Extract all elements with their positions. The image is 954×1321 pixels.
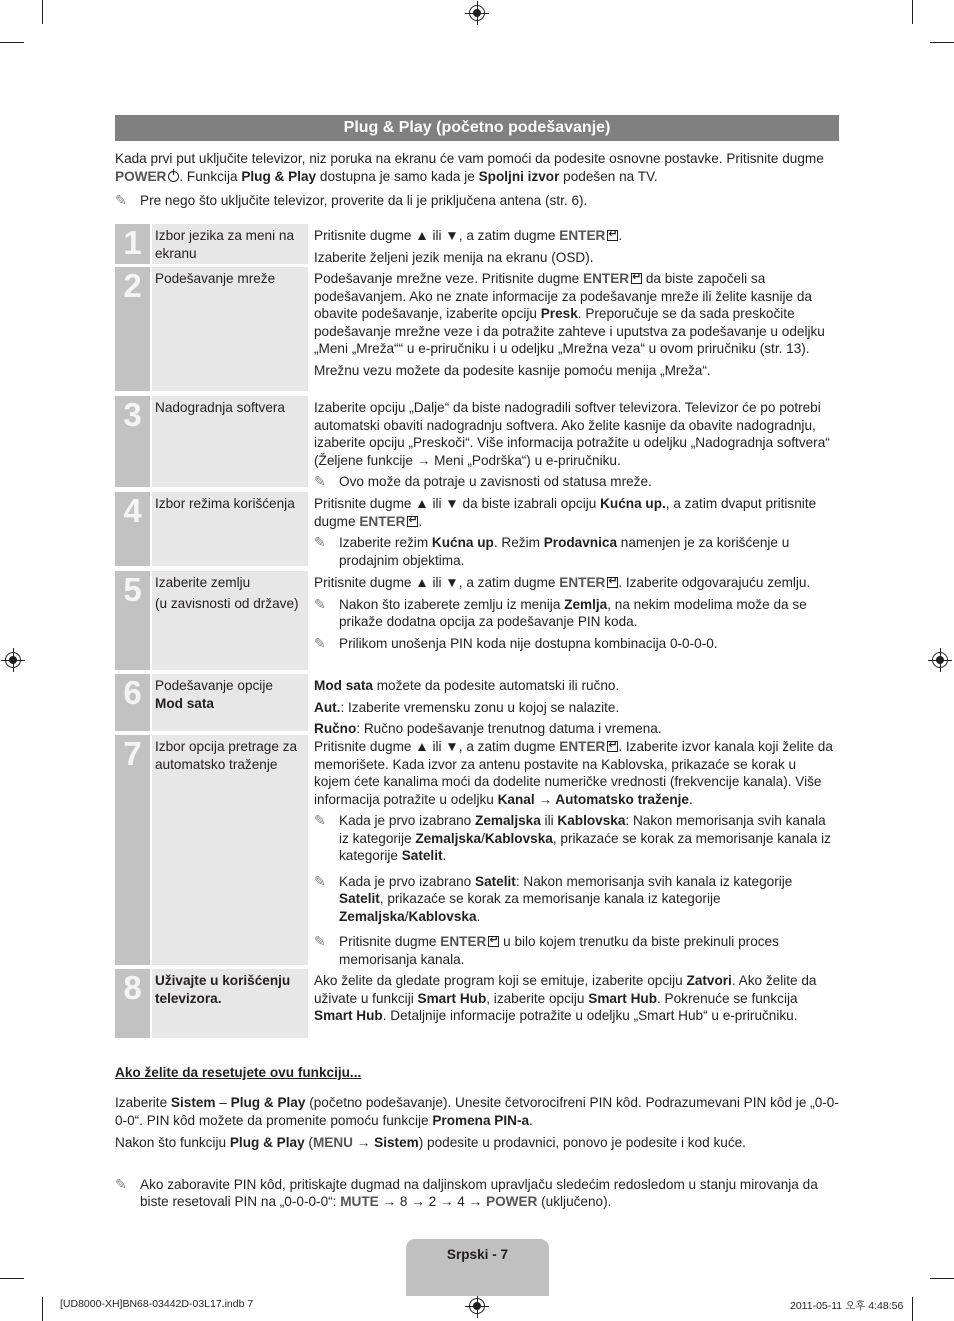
step-label: Izbor opcija pretrage za automatsko traženje: [152, 735, 308, 965]
step-number: 2: [115, 267, 150, 391]
step-label: Uživajte u korišćenju televizora.: [152, 969, 308, 1038]
note-pencil-icon: ✎: [314, 872, 326, 889]
crop-mark: [0, 42, 24, 43]
step-row: [115, 674, 840, 736]
step-label: Podešavanje mreže: [152, 267, 308, 391]
step-note: ✎ Ovo može da potraje u zavisnosti od statusa mreže.: [314, 473, 652, 489]
step-description: Mod sata možete da podesite automatski ili ručno. Aut.: Izaberite vremensku zonu u kojoj se nalazite. Ručno: Ručno podešavanje trenutnog datuma i vremena.: [314, 678, 662, 736]
crop-mark: [42, 0, 43, 24]
step-description: Pritisnite dugme ▲ ili ▼, a zatim dugme ENTER↵ . Izaberite željeni jezik menija na ekranu (OSD).: [314, 224, 836, 266]
section-header: Plug & Play (početno podešavanje): [115, 115, 839, 141]
step-label: Podešavanje opcije Mod sata: [152, 674, 308, 731]
note-pencil-icon: ✎: [314, 634, 326, 651]
step-number: 3: [115, 396, 150, 487]
step-number: 4: [115, 492, 150, 566]
step-description: Pritisnite dugme ▲ ili ▼ da biste izabrali opciju Kućna up., a zatim dvaput pritisnite dugme ENTER↵ . ✎ Izaberite režim Kućna up. Režim Prodavnica namenjen je za korišćenje u prodajnim objektima.: [314, 492, 836, 569]
enter-icon: [631, 273, 642, 284]
step-label: Nadogradnja softvera: [152, 396, 308, 487]
step-label: Izbor režima korišćenja: [152, 492, 308, 566]
crop-mark: [930, 42, 954, 43]
enter-icon: [607, 577, 618, 588]
note-pencil-icon: ✎: [115, 1175, 127, 1192]
crop-mark: [930, 1278, 954, 1279]
enter-icon: [607, 741, 618, 752]
registration-mark-icon: [932, 652, 948, 668]
step-note: ✎ Kada je prvo izabrano Zemaljska ili Kablovska: Nakon memorisanja svih kanala iz kategorije Zemaljska/Kablovska, prikazaće se korak za memorisanje kanala iz kategorije Satelit.: [314, 812, 831, 863]
note-pencil-icon: ✎: [314, 933, 326, 949]
footer-file-info: [UD8000-XH]BN68-03442D-03L17.indb 7: [60, 1298, 254, 1310]
enter-icon: [407, 516, 418, 527]
registration-mark-icon: [5, 652, 21, 668]
step-note: ✎ Nakon što izaberete zemlju iz menija Zemlja, na nekim modelima može da se prikaže dodatna opcija za podešavanje PIN koda.: [314, 595, 807, 629]
reset-subheading: Ako želite da resetujete ovu funkciju...: [115, 1065, 362, 1080]
crop-mark: [912, 1297, 913, 1321]
registration-mark-icon: [469, 5, 485, 21]
crop-mark: [912, 0, 913, 24]
step-row: [115, 224, 840, 264]
step-description: Podešavanje mrežne veze. Pritisnite dugme ENTER↵ da biste započeli sa podešavanjem. Ako ne znate informacije za podešavanje mreže ili želite kasnije da obavite podešavanje, izaberite opciju Presk. Preporučuje se da sada preskočite podešavanje mrežne veze i da potražite zahteve i uputstva za podešavanje u odeljku „Meni „Mreža““ u e-priručniku i u odeljku „Mrežna veza“ u ovom priručniku (str. 13). Mrežnu vezu možete da podesite kasnije pomoću menija „Mreža“.: [314, 267, 836, 379]
step-row: [115, 969, 840, 1038]
step-row: [115, 571, 840, 670]
footer-timestamp: 2011-05-11 오후 4:48:56: [790, 1300, 904, 1312]
step-note: ✎ Pritisnite dugme ENTER↵ u bilo kojem trenutku da biste prekinuli proces memorisanja kanala.: [314, 933, 836, 968]
step-number: 8: [115, 969, 150, 1038]
note-pencil-icon: ✎: [115, 192, 127, 208]
note-pencil-icon: ✎: [314, 534, 326, 550]
step-row: [115, 396, 840, 487]
page-number-tab: Srpski - 7: [406, 1239, 549, 1296]
step-label: Izaberite zemlju (u zavisnosti od države): [152, 571, 308, 670]
note-pencil-icon: ✎: [314, 595, 326, 612]
step-label: Izbor jezika za meni na ekranu: [152, 224, 308, 264]
enter-icon: [488, 936, 499, 947]
step-number: 7: [115, 735, 150, 965]
crop-mark: [42, 1297, 43, 1321]
reset-note: ✎ Ako zaboravite PIN kôd, pritiskajte dugmad na daljinskom upravljaču sledećim redosledom u stanju mirovanja da biste resetovali PIN na „0-0-0-0“: MUTE → 8 → 2 → 4 → POWER (uključeno).: [115, 1175, 818, 1209]
step-description: Ako želite da gledate program koji se emituje, izaberite opciju Zatvori. Ako želite da uživate u funkciji Smart Hub, izaberite opciju Smart Hub. Pokrenuće se funkcija Smart Hub. Detaljnije informacije potražite u odeljku „Smart Hub“ u e-priručniku.: [314, 973, 817, 1023]
intro-paragraph: Kada prvi put uključite televizor, niz poruka na ekranu će vam pomoći da podesite osnovne postavke. Pritisnite dugme POWER . Funkcija Plug & Play dostupna je samo kada je Spoljni izvor podešen na TV.: [115, 151, 824, 184]
power-icon: [168, 171, 179, 182]
step-note: ✎ Prilikom unošenja PIN koda nije dostupna kombinacija 0-0-0-0.: [314, 634, 718, 651]
step-note: ✎ Kada je prvo izabrano Satelit: Nakon memorisanja svih kanala iz kategorije Satelit, prikazaće se korak za memorisanje kanala iz kategorije Zemaljska/Kablovska.: [314, 872, 793, 924]
intro-note: ✎ Pre nego što uključite televizor, proverite da li je priključena antena (str. 6).: [115, 192, 588, 208]
step-description: Pritisnite dugme ▲ ili ▼, a zatim dugme ENTER↵ . Izaberite izvor kanala koji želite da memorišete. Kada izvor za antenu postavite na Kablovska, prikazaće se korak u kojem ćete kanalima moći da dodelite numeričke vrednosti (frekvencije kanala). Više informacija potražite u odeljku Kanal → Automatsko traženje. ✎ Kada je prvo izabrano Zemaljska ili Kablovska: Nakon memorisanja svih kanala iz kategorije Zemaljska/Kablovska, prikazaće se korak za memorisanje kanala iz kategorije Satelit. ✎ Kada je prvo izabrano Satelit: Nakon memorisanja svih kanala iz kategorije Satelit, prikazaće se korak za memorisanje kanala iz kategorije Zemaljska/Kablovska. ✎ Pritisnite dugme ENTER↵ u bilo kojem trenutku da biste prekinuli proces memorisanja kanala.: [314, 735, 836, 968]
step-row: [115, 492, 840, 566]
step-number: 6: [115, 674, 150, 731]
reset-paragraph: Izaberite Sistem – Plug & Play (početno podešavanje). Unesite četvorocifreni PIN kôd. Podrazumevani PIN kôd je „0-0-0-0“. PIN kôd možete da promenite pomoću funkcije Promena PIN-a.: [115, 1095, 839, 1128]
step-number: 1: [115, 224, 150, 264]
step-note: ✎ Izaberite režim Kućna up. Režim Prodavnica namenjen je za korišćenje u prodajnim objektima.: [314, 534, 790, 568]
registration-mark-icon: [469, 1298, 485, 1314]
step-description: Pritisnite dugme ▲ ili ▼, a zatim dugme ENTER↵ . Izaberite odgovarajuću zemlju. ✎ Nakon što izaberete zemlju iz menija Zemlja, na nekim modelima može da se prikaže dodatna opcija za podešavanje PIN koda. ✎ Prilikom unošenja PIN koda nije dostupna kombinacija 0-0-0-0.: [314, 571, 836, 652]
step-number: 5: [115, 571, 150, 670]
note-pencil-icon: ✎: [314, 812, 326, 828]
enter-icon: [607, 230, 618, 241]
step-row: [115, 267, 840, 391]
step-description: Izaberite opciju „Dalje“ da biste nadogradili softver televizora. Televizor će po potrebi automatski obaviti nadogradnju softvera. Ako želite kasnije da obavite nadogradnju, izaberite opciju „Preskoči“. Više informacija potražite u odeljku „Nadogradnja softvera“ (Željene funkcije → Meni „Podrška“) u e-priručniku. ✎ Ovo može da potraje u zavisnosti od statusa mreže.: [314, 396, 836, 491]
reset-paragraph: Nakon što funkciju Plug & Play (MENU → Sistem) podesite u prodavnici, ponovo je podesite i kod kuće.: [115, 1135, 746, 1150]
note-pencil-icon: ✎: [314, 473, 326, 489]
step-row: [115, 735, 840, 965]
crop-mark: [0, 1278, 24, 1279]
